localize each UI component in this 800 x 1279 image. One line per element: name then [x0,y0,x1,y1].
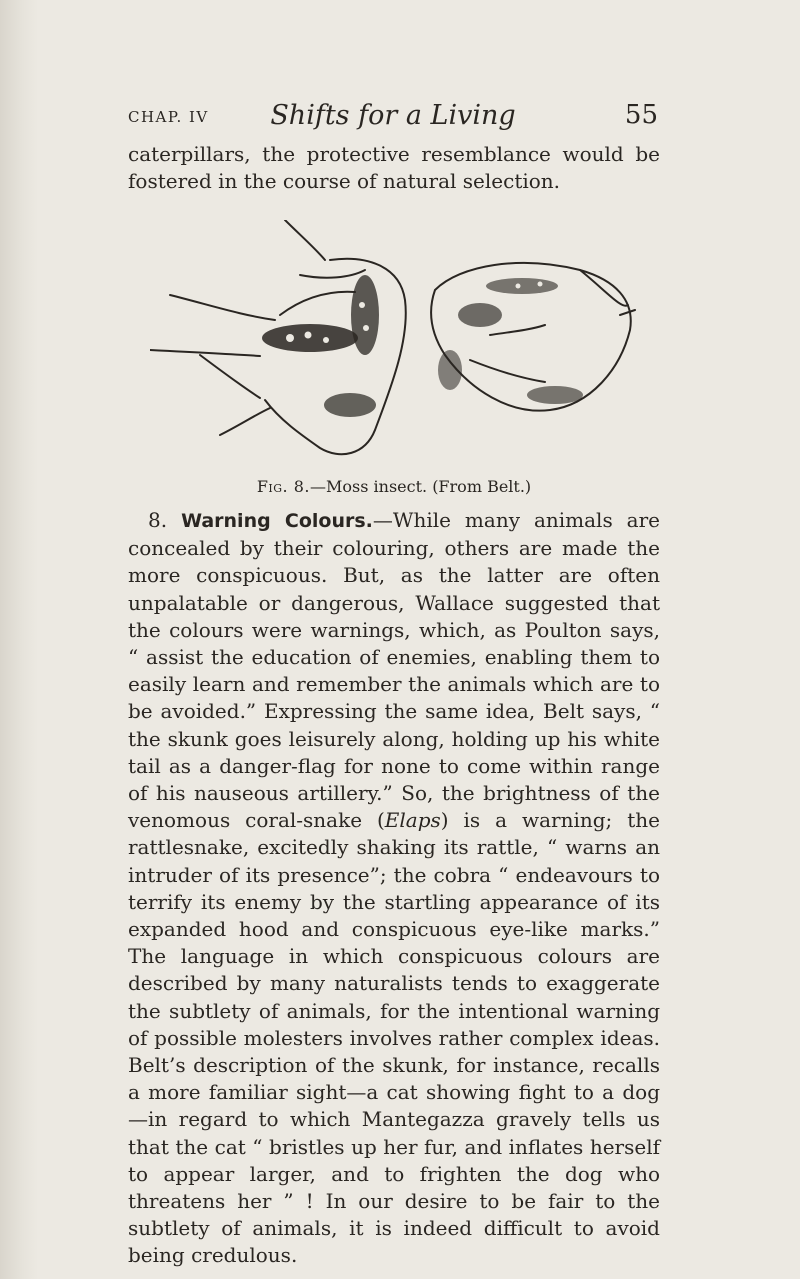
figure-caption-text: —Moss insect. (From Belt.) [310,477,532,496]
section-title: Warning Colours. [181,510,373,532]
section-paragraph [128,507,660,1270]
figure-caption [128,477,660,496]
paragraph-intro: caterpillars, the protective resemblance would be fostered in the course of natural selection. [128,142,660,194]
section-number: 8. [148,508,168,532]
figure-label: Fig. 8. [256,477,310,496]
page-header [128,100,658,136]
page-edge-shadow [0,0,38,1279]
section-text-part1: —While many animals are concealed by their colouring, others are made the more conspicuous. But, as the latter are often unpalatable or dangerous, Wallace suggested that the colours were warnings, which, as Poulton says, “ assist the education of enemies, enabling them to easily learn and remember the animals which are to be avoided.” Expressing the same idea, Belt says, “ the skunk goes leisurely along, holding up his white tail as a danger-flag for none to come within range of his nauseous artillery.” So, the brightness of the venomous coral-snake ( [128,508,660,833]
chapter-label: CHAP. IV [128,108,209,126]
section-text-part2: ) is a warning; the rattlesnake, excitedly shaking its rattle, “ warns an intruder of its presence”; the cobra “ endeavours to terrify its enemy by the startling appearance of its expanded hood and conspicuous eye-like marks.” The language in which conspicuous colours are described by many naturalists tends to exaggerate the subtlety of animals, for the intentional warning of possible molesters involves rather complex ideas. Belt’s description of the skunk, for instance, recalls a more familiar sight—a cat showing fight to a dog—in regard to which Mantegazza gravely tells us that the cat “ bristles up her fur, and inflates herself to appear larger, and to frighten the dog who threatens her ” ! In our desire to be fair to the subtlety of animals, it is indeed difficult to avoid being credulous. [128,808,660,1268]
page-number: 55 [624,100,658,130]
moss-insect-illustration [150,220,640,470]
section-text-italic: Elaps [384,808,441,833]
running-title: Shifts for a Living [270,100,516,131]
